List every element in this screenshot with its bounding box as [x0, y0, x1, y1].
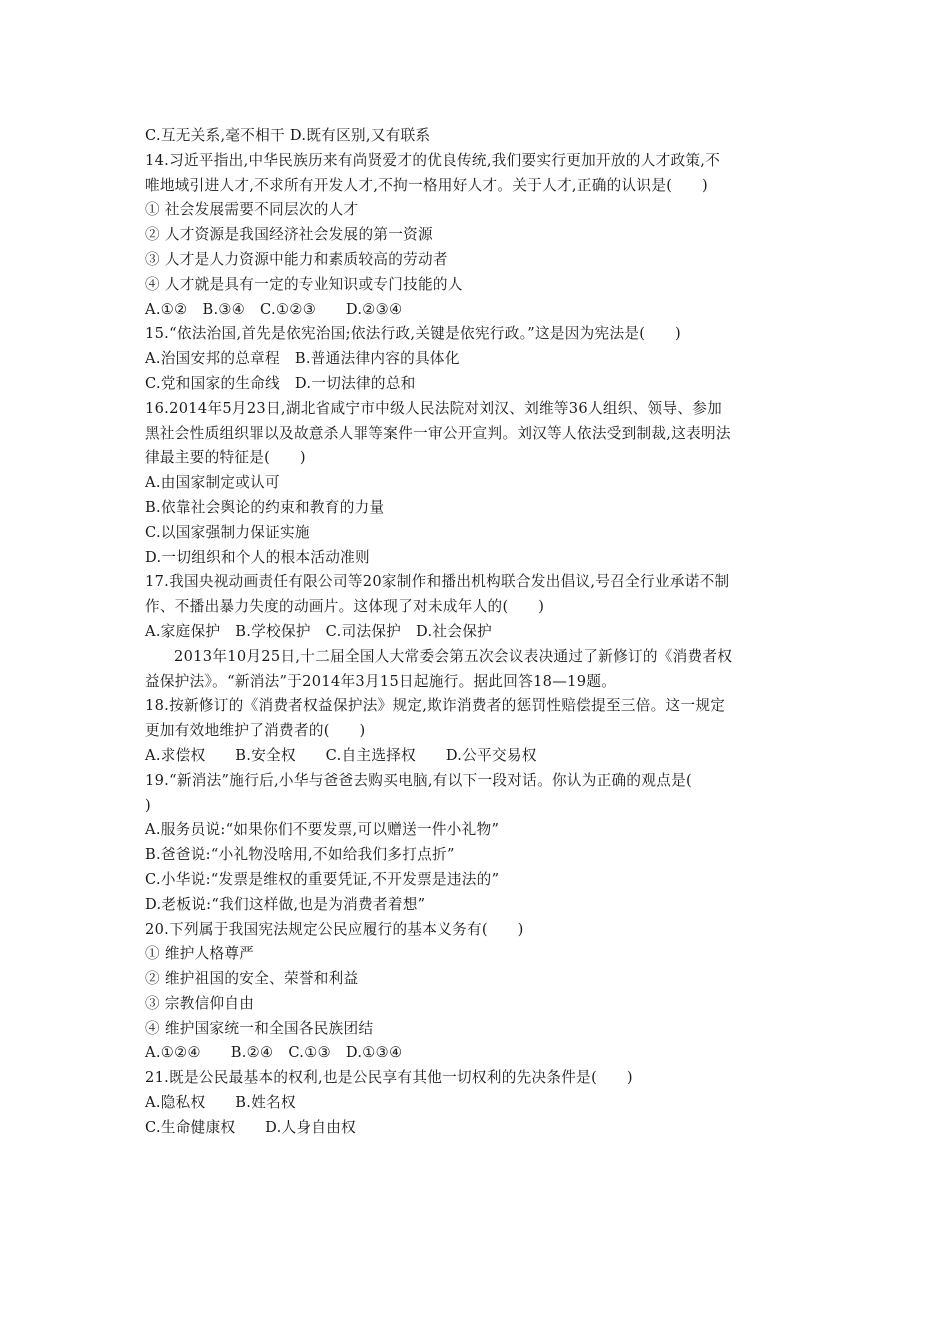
text-line: 17.我国央视动画责任有限公司等20家制作和播出机构联合发出倡议,号召全行业承诺不制 [145, 573, 730, 591]
text-line: C.以国家强制力保证实施 [145, 523, 310, 541]
text-line: 20.下列属于我国宪法规定公民应履行的基本义务有( ) [145, 920, 524, 938]
text-line: 作、不播出暴力失度的动画片。这体现了对未成年人的( ) [145, 598, 545, 616]
text-line: 15.“依法治国,首先是依宪治国;依法行政,关键是依宪行政。”这是因为宪法是( ) [145, 325, 682, 343]
text-line: A.由国家制定或认可 [145, 474, 280, 492]
text-line: B.爸爸说:“小礼物没啥用,不如给我们多打点折” [145, 846, 455, 864]
text-line: 2013年10月25日,十二届全国人大常委会第五次会议表决通过了新修订的《消费者权 [174, 647, 733, 665]
text-line: ④ 维护国家统一和全国各民族团结 [145, 1019, 374, 1037]
text-line: D.老板说:“我们这样做,也是为消费者着想” [145, 895, 426, 913]
text-line: A.隐私权 B.姓名权 [145, 1094, 296, 1112]
text-line: C.党和国家的生命线 D.一切法律的总和 [145, 374, 416, 392]
text-line: ① 社会发展需要不同层次的人才 [145, 201, 359, 219]
text-line: ④ 人才就是具有一定的专业知识或专门技能的人 [145, 275, 463, 293]
text-line: 14.习近平指出,中华民族历来有尚贤爱才的优良传统,我们要实行更加开放的人才政策,不 [145, 151, 721, 169]
text-line: C.生命健康权 D.人身自由权 [145, 1118, 357, 1136]
document-page [145, 124, 810, 1141]
text-line: D.一切组织和个人的根本活动准则 [145, 548, 370, 566]
text-line: 16.2014年5月23日,湖北省咸宁市中级人民法院对刘汉、刘维等36人组织、领导、参加 [145, 399, 723, 417]
text-line: 唯地域引进人才,不求所有开发人才,不拘一格用好人才。关于人才,正确的认识是( ) [145, 176, 708, 194]
text-line: ③ 人才是人力资源中能力和素质较高的劳动者 [145, 250, 448, 268]
text-line: A.①② B.③④ C.①②③ D.②③④ [145, 300, 403, 318]
text-line: A.家庭保护 B.学校保护 C.司法保护 D.社会保护 [145, 622, 493, 640]
text-line: 21.既是公民最基本的权利,也是公民享有其他一切权利的先决条件是( ) [145, 1069, 633, 1087]
text-line: 18.按新修订的《消费者权益保护法》规定,欺诈消费者的惩罚性赔偿提至三倍。这一规定 [145, 697, 726, 715]
text-line: 益保护法》。“新消法”于2014年3月15日起施行。据此回答18—19题。 [145, 672, 617, 690]
text-line: B.依靠社会舆论的约束和教育的力量 [145, 498, 385, 516]
text-line: A.①②④ B.②④ C.①③ D.①③④ [145, 1044, 403, 1062]
text-line: A.服务员说:“如果你们不要发票,可以赠送一件小礼物” [145, 821, 500, 839]
text-line: ① 维护人格尊严 [145, 945, 255, 963]
text-line: 19.“新消法”施行后,小华与爸爸去购买电脑,有以下一段对话。你认为正确的观点是( [145, 771, 692, 789]
text-line: ③ 宗教信仰自由 [145, 994, 255, 1012]
text-line: 黑社会性质组织罪以及故意杀人罪等案件一审公开宣判。刘汉等人依法受到制裁,这表明法 [145, 424, 731, 442]
text-line: A.治国安邦的总章程 B.普通法律内容的具体化 [145, 350, 460, 368]
text-line: ② 维护祖国的安全、荣誉和利益 [145, 970, 359, 988]
text-line: C.互无关系,毫不相干 D.既有区别,又有联系 [145, 127, 431, 144]
text-line: A.求偿权 B.安全权 C.自主选择权 D.公平交易权 [145, 746, 537, 764]
text-line: C.小华说:“发票是维权的重要凭证,不开发票是违法的” [145, 870, 500, 888]
text-line: 更加有效地维护了消费者的( ) [145, 722, 366, 740]
text-line: 律最主要的特征是( ) [145, 449, 306, 467]
text-line: ② 人才资源是我国经济社会发展的第一资源 [145, 226, 433, 244]
text-line: ) [145, 796, 151, 814]
